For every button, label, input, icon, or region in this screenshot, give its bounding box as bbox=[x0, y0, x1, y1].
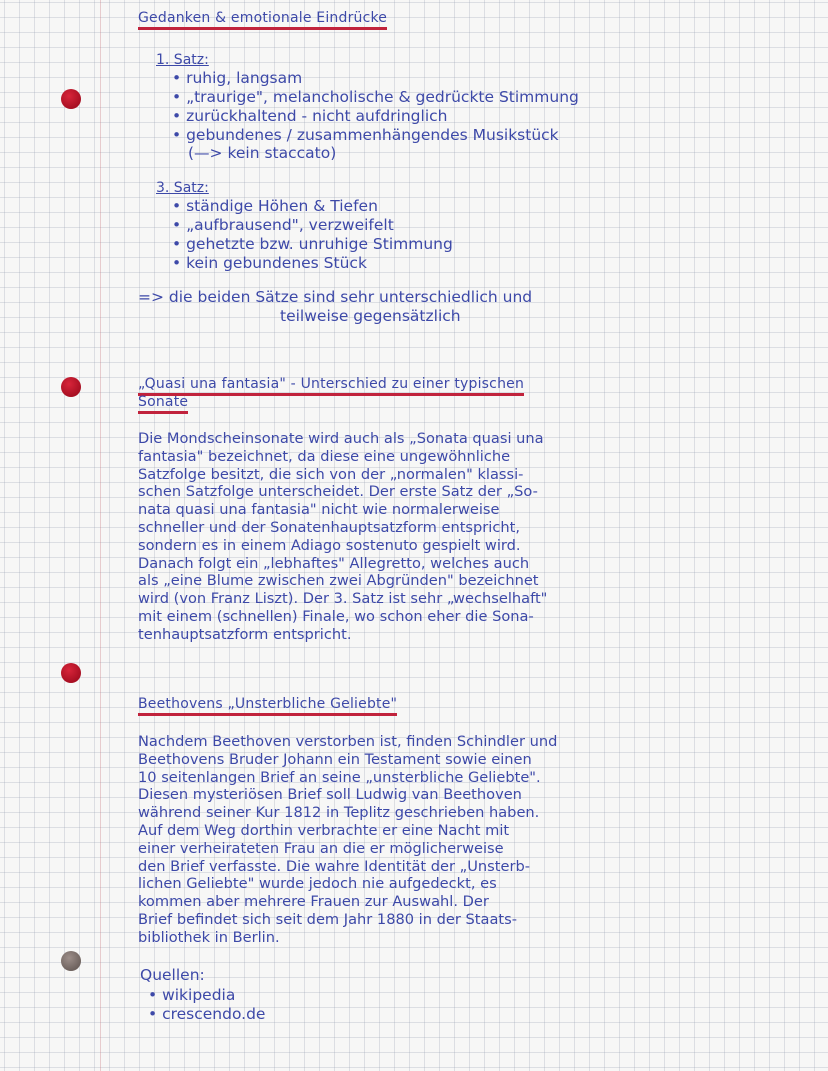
satz1-note: (—> kein staccato) bbox=[188, 144, 337, 162]
source-item: • wikipedia bbox=[148, 986, 236, 1004]
section-heading-unsterbliche-geliebte: Beethovens „Unsterbliche Geliebte" bbox=[138, 696, 397, 716]
text-line: den Brief verfasste. Die wahre Identität der „Unsterb- bbox=[138, 857, 530, 875]
text-line: schneller und der Sonatenhauptsatzform entspricht, bbox=[138, 518, 520, 536]
text-line: Die Mondscheinsonate wird auch als „Sonata quasi una bbox=[138, 430, 544, 447]
text-line: Beethovens Bruder Johann ein Testament sowie einen bbox=[138, 750, 532, 768]
satz1-bullet: • gebundenes / zusammenhängendes Musikstück bbox=[172, 126, 559, 144]
satz3-bullet: • gehetzte bzw. unruhige Stimmung bbox=[172, 235, 453, 253]
paragraph-unsterbliche-geliebte bbox=[138, 733, 557, 947]
text-line: während seiner Kur 1812 in Teplitz geschrieben haben. bbox=[138, 804, 540, 822]
satz1-label: 1. Satz: bbox=[156, 52, 209, 68]
satz1-bullet: • zurückhaltend - nicht aufdringlich bbox=[172, 107, 448, 125]
satz1-bullet: • ruhig, langsam bbox=[172, 69, 303, 87]
section-heading-quasi-una-fantasia-cont: Sonate bbox=[138, 394, 188, 414]
text-line: mit einem (schnellen) Finale, wo schon eher die Sona- bbox=[138, 607, 534, 625]
section-heading-emotions: Gedanken & emotionale Eindrücke bbox=[138, 10, 387, 30]
text-line: fantasia" bezeichnet, da diese eine ungewöhnliche bbox=[138, 447, 511, 465]
sources-label: Quellen: bbox=[140, 966, 205, 984]
text-line: kommen aber mehrere Frauen zur Auswahl. Der bbox=[138, 893, 489, 911]
text-line: 10 seitenlangen Brief an seine „unsterbliche Geliebte". bbox=[138, 768, 541, 786]
text-line: tenhauptsatzform entspricht. bbox=[138, 625, 352, 643]
punch-hole bbox=[61, 89, 81, 109]
punch-hole bbox=[61, 951, 81, 971]
satz3-bullet: • ständige Höhen & Tiefen bbox=[172, 197, 378, 215]
text-line: Auf dem Weg dorthin verbrachte er eine Nacht mit bbox=[138, 821, 510, 839]
text-line: schen Satzfolge unterscheidet. Der erste Satz der „So- bbox=[138, 483, 538, 501]
paragraph-quasi-una-fantasia bbox=[138, 430, 547, 644]
text-line: lichen Geliebte" wurde jedoch nie aufgedeckt, es bbox=[138, 875, 497, 893]
satz3-label: 3. Satz: bbox=[156, 180, 209, 196]
text-line: als „eine Blume zwischen zwei Abgründen" bezeichnet bbox=[138, 572, 539, 590]
margin-line bbox=[100, 0, 101, 1071]
text-line: bibliothek in Berlin. bbox=[138, 928, 280, 946]
section-heading-quasi-una-fantasia: „Quasi una fantasia" - Unterschied zu einer typischen bbox=[138, 376, 524, 396]
satz3-bullet: • „aufbrausend", verzweifelt bbox=[172, 216, 394, 234]
text-line: einer verheirateten Frau an die er möglicherweise bbox=[138, 839, 504, 857]
text-line: Nachdem Beethoven verstorben ist, finden Schindler und bbox=[138, 733, 558, 750]
text-line: Diesen mysteriösen Brief soll Ludwig van Beethoven bbox=[138, 786, 522, 804]
punch-hole bbox=[61, 663, 81, 683]
text-line: Satzfolge besitzt, die sich von der „normalen" klassi- bbox=[138, 465, 524, 483]
conclusion-line: => die beiden Sätze sind sehr unterschiedlich und bbox=[138, 288, 533, 306]
punch-hole bbox=[61, 377, 81, 397]
satz1-bullet: • „traurige", melancholische & gedrückte Stimmung bbox=[172, 88, 579, 106]
text-line: wird (von Franz Liszt). Der 3. Satz ist sehr „wechselhaft" bbox=[138, 590, 548, 608]
satz3-bullet: • kein gebundenes Stück bbox=[172, 254, 367, 272]
conclusion-line: teilweise gegensätzlich bbox=[280, 307, 461, 325]
source-item: • crescendo.de bbox=[148, 1005, 266, 1023]
text-line: sondern es in einem Adiago sostenuto gespielt wird. bbox=[138, 536, 521, 554]
text-line: Brief befindet sich seit dem Jahr 1880 in der Staats- bbox=[138, 910, 517, 928]
text-line: Danach folgt ein „lebhaftes" Allegretto, welches auch bbox=[138, 554, 530, 572]
text-line: nata quasi una fantasia" nicht wie normalerweise bbox=[138, 501, 500, 519]
